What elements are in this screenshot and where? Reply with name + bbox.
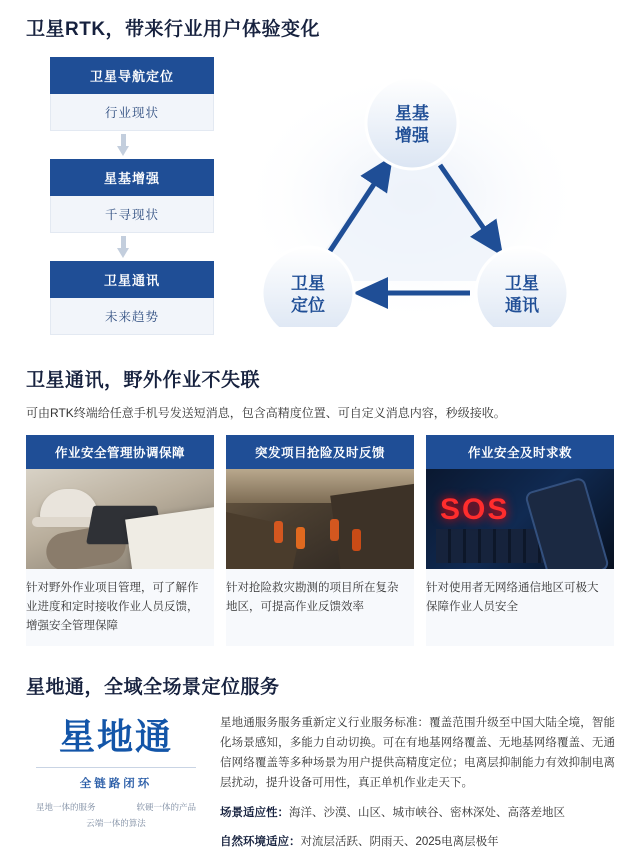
triangle-diagram-svg [202,57,622,327]
description-paragraph: 星地通服务服务重新定义行业服务标准：覆盖范围升级至中国大陆全境，智能化场景感知，多能力自动切换。可在有地基网络覆盖、无地基网络覆盖、无通信网络覆盖等多种场景为用户提供高精度定位；电离层抑制能力有效抑制电离层扰动，提升设备可用性，真正单机作业走天下。 [220,717,615,790]
xingditong-logo [26,713,206,861]
node-right-line2: 通讯 [505,296,539,315]
card-caption: 针对抢险救灾勘测的项目所在复杂地区，可提高作业反馈效率 [226,582,399,614]
flow-step-1-sub: 行业现状 [50,94,214,131]
arrow-down-icon [117,236,130,258]
kv-environment-label: 自然环境适应： [220,835,301,848]
card-list [26,435,615,646]
section-rtk-experience [26,0,615,335]
logo-tag: 软硬一体的产品 [136,801,196,812]
section2-title: 卫星通讯，野外作业不失联 [26,370,261,391]
flow-step-2 [50,159,214,233]
flow-step-1 [50,57,214,131]
mountain-rescue-photo [226,469,414,569]
flow-step-2-sub: 千寻现状 [50,196,214,233]
node-left-line1: 卫星 [291,274,325,293]
section2-lead: 可由RTK终端给任意手机号发送短消息，包含高精度位置、可自定义消息内容，秒级接收。 [26,406,506,420]
sos-phone-photo: SOS [426,469,614,569]
flow-step-2-head: 星基增强 [50,159,214,196]
logo-subtitle: 全链路闭环 [79,777,153,790]
flow-column [26,57,196,335]
construction-desk-photo [26,469,214,569]
section-satellite-messaging [26,335,615,646]
triangle-diagram [202,57,622,327]
flow-arrow-1 [50,131,196,159]
card-caption: 针对使用者无网络通信地区可极大保障作业人员安全 [426,582,599,614]
node-top-line1: 星基 [395,104,429,123]
logo-tag-list [26,799,206,831]
kv-scene [220,803,615,823]
logo-tag: 星地一体的服务 [36,801,96,812]
flow-step-3 [50,261,214,335]
card-head: 突发项目抢险及时反馈 [226,435,414,469]
node-right-line1: 卫星 [505,274,539,293]
flow-step-3-sub: 未来趋势 [50,298,214,335]
xingditong-description [220,713,615,861]
card-head: 作业安全及时求救 [426,435,614,469]
logo-wordmark: 星地通 [58,716,173,758]
section3-title: 星地通，全域全场景定位服务 [26,677,280,699]
card-item [226,435,414,646]
node-top-line2: 增强 [395,126,429,145]
card-item [426,435,614,646]
card-item [26,435,214,646]
kv-environment-value: 对流层活跃、阴雨天、2025电离层极年 [300,835,499,848]
kv-environment [220,832,615,852]
logo-tag: 云端一体的算法 [86,817,146,828]
section-xingditong [26,646,615,861]
node-left-line2: 定位 [291,296,325,315]
section1-title: 卫星RTK，带来行业用户体验变化 [26,19,321,40]
arrow-down-icon [117,134,130,156]
flow-step-1-head: 卫星导航定位 [50,57,214,94]
kv-scene-label: 场景适应性： [220,806,289,819]
flow-step-3-head: 卫星通讯 [50,261,214,298]
logo-divider [36,767,196,768]
kv-scene-value: 海洋、沙漠、山区、城市峡谷、密林深处、高落差地区 [289,806,565,819]
card-head: 作业安全管理协调保障 [26,435,214,469]
flow-arrow-2 [50,233,196,261]
card-caption: 针对野外作业项目管理，可了解作业进度和定时接收作业人员反馈，增强安全管理保障 [26,582,199,633]
